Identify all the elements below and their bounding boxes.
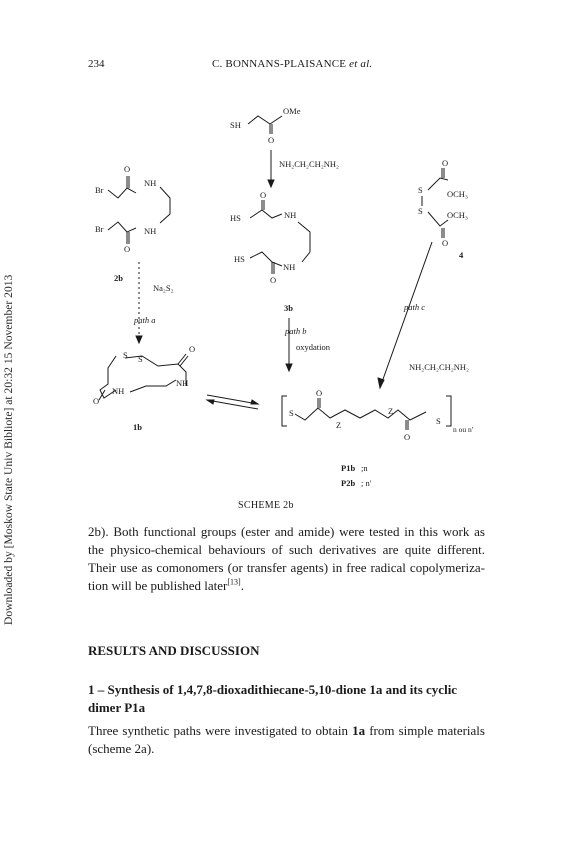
label-z-polymer-left: Z [336,420,342,430]
label-o-4-bottom: O [442,238,449,248]
label-diamine-top: NH₂CH₂CH₂NH₂ [279,159,340,169]
compound-4: 4 [459,250,464,260]
label-nh-2b-bottom: NH [144,226,157,236]
paragraph-2-compound: 1a [352,723,366,738]
label-br-bottom: Br [95,224,104,234]
subsection-heading-text-c: and its cyclic dimer [88,682,458,715]
subsection-heading-text-b: 1a [369,682,383,697]
compound-1b: 1b [133,422,142,432]
paragraph-2 [88,722,485,758]
reagent-bond [248,116,270,134]
equilibrium-arrow-top [207,395,258,404]
label-o-2b-bottom: O [124,244,131,254]
label-o-3b-top: O [260,190,267,200]
label-o-polymer-top: O [316,388,323,398]
polymer-p2b: P2b [341,478,356,488]
equilibrium-arrow-bottom [207,400,258,409]
compound-3b: 3b [284,303,293,313]
label-o-1b-left: O [93,396,100,406]
paragraph-2-text-c: from simple materials (scheme 2a). [88,723,485,756]
label-o-3b-bottom: O [270,275,277,285]
label-oxydation: oxydation [296,342,330,352]
label-path-b: path b [285,326,307,336]
label-s-1b-left: S [123,350,128,360]
label-sh: SH [230,120,241,130]
download-watermark: Downloaded by [Moskow State Univ Bibliote] at 20:32 15 November 2013 [2,274,15,625]
polymer-p2b-n: ; n' [361,478,372,488]
paragraph-1-end: . [240,578,244,593]
subsection-heading [88,681,485,717]
polymer-p1b: P1b [341,463,356,473]
compound-2b: 2b [114,273,123,283]
subsection-heading-text-d: P1a [124,700,146,715]
section-heading: RESULTS AND DISCUSSION [88,643,260,658]
label-nh-3b-top: NH [284,210,297,220]
label-nh-2b-top: NH [144,178,157,188]
polymer-bracket-right [446,396,451,426]
page-number: 234 [88,58,105,70]
polymer-p1b-n: ;n [361,463,368,473]
polymer-bracket-left [282,396,287,426]
running-header-author: C. BONNANS-PLAISANCE [212,58,347,70]
label-nh-3b-bottom: NH [283,262,296,272]
label-s-1b-right: S [138,354,143,364]
label-s-4-bottom: S [418,206,423,216]
running-header-etal: et al. [349,58,373,70]
label-path-c: path c [404,302,426,312]
label-na2s2: Na₂S₂ [153,283,174,293]
label-s-polymer-right: S [436,416,441,426]
label-z-polymer-right: Z [388,406,394,416]
scheme-caption: SCHEME 2b [238,500,294,511]
label-s-polymer-left: S [289,408,294,418]
label-hs-3b-bottom: HS [234,254,245,264]
label-hs-3b-top: HS [230,213,241,223]
path-c-arrow [382,242,432,382]
subsection-heading-text-a: 1 – Synthesis of 1,4,7,8-dioxadithiecane-5,10-dione [88,682,370,697]
paragraph-1 [88,523,485,595]
label-och3-bottom: OCH₃ [447,210,468,220]
label-nh-1b-left: NH [112,386,125,396]
label-ome: OMe [283,106,301,116]
citation-13: [13] [227,577,241,587]
paragraph-1-text: 2b). Both functional groups (ester and amide) were tested in this work as the physico-chemical behaviours of such derivatives are quite different. Their use as comonomers (or transfer agents) in free radical copolymeriza-tion will be published later [88,524,485,593]
label-diamine-right: NH₂CH₂CH₂NH₂ [409,362,470,372]
label-nh-1b-right: NH [176,378,189,388]
label-och3-top: OCH₃ [447,189,468,199]
label-o-4-top: O [442,158,449,168]
label-path-a: path a [134,315,156,325]
label-o-1b-right: O [189,344,196,354]
label-br-top: Br [95,185,104,195]
label-o-top: O [268,135,275,145]
label-s-4-top: S [418,185,423,195]
label-o-polymer-bottom: O [404,432,411,442]
label-n-ou-n: n ou n' [453,425,474,434]
label-o-2b-top: O [124,164,131,174]
paragraph-2-text-a: Three synthetic paths were investigated to obtain [88,723,353,738]
